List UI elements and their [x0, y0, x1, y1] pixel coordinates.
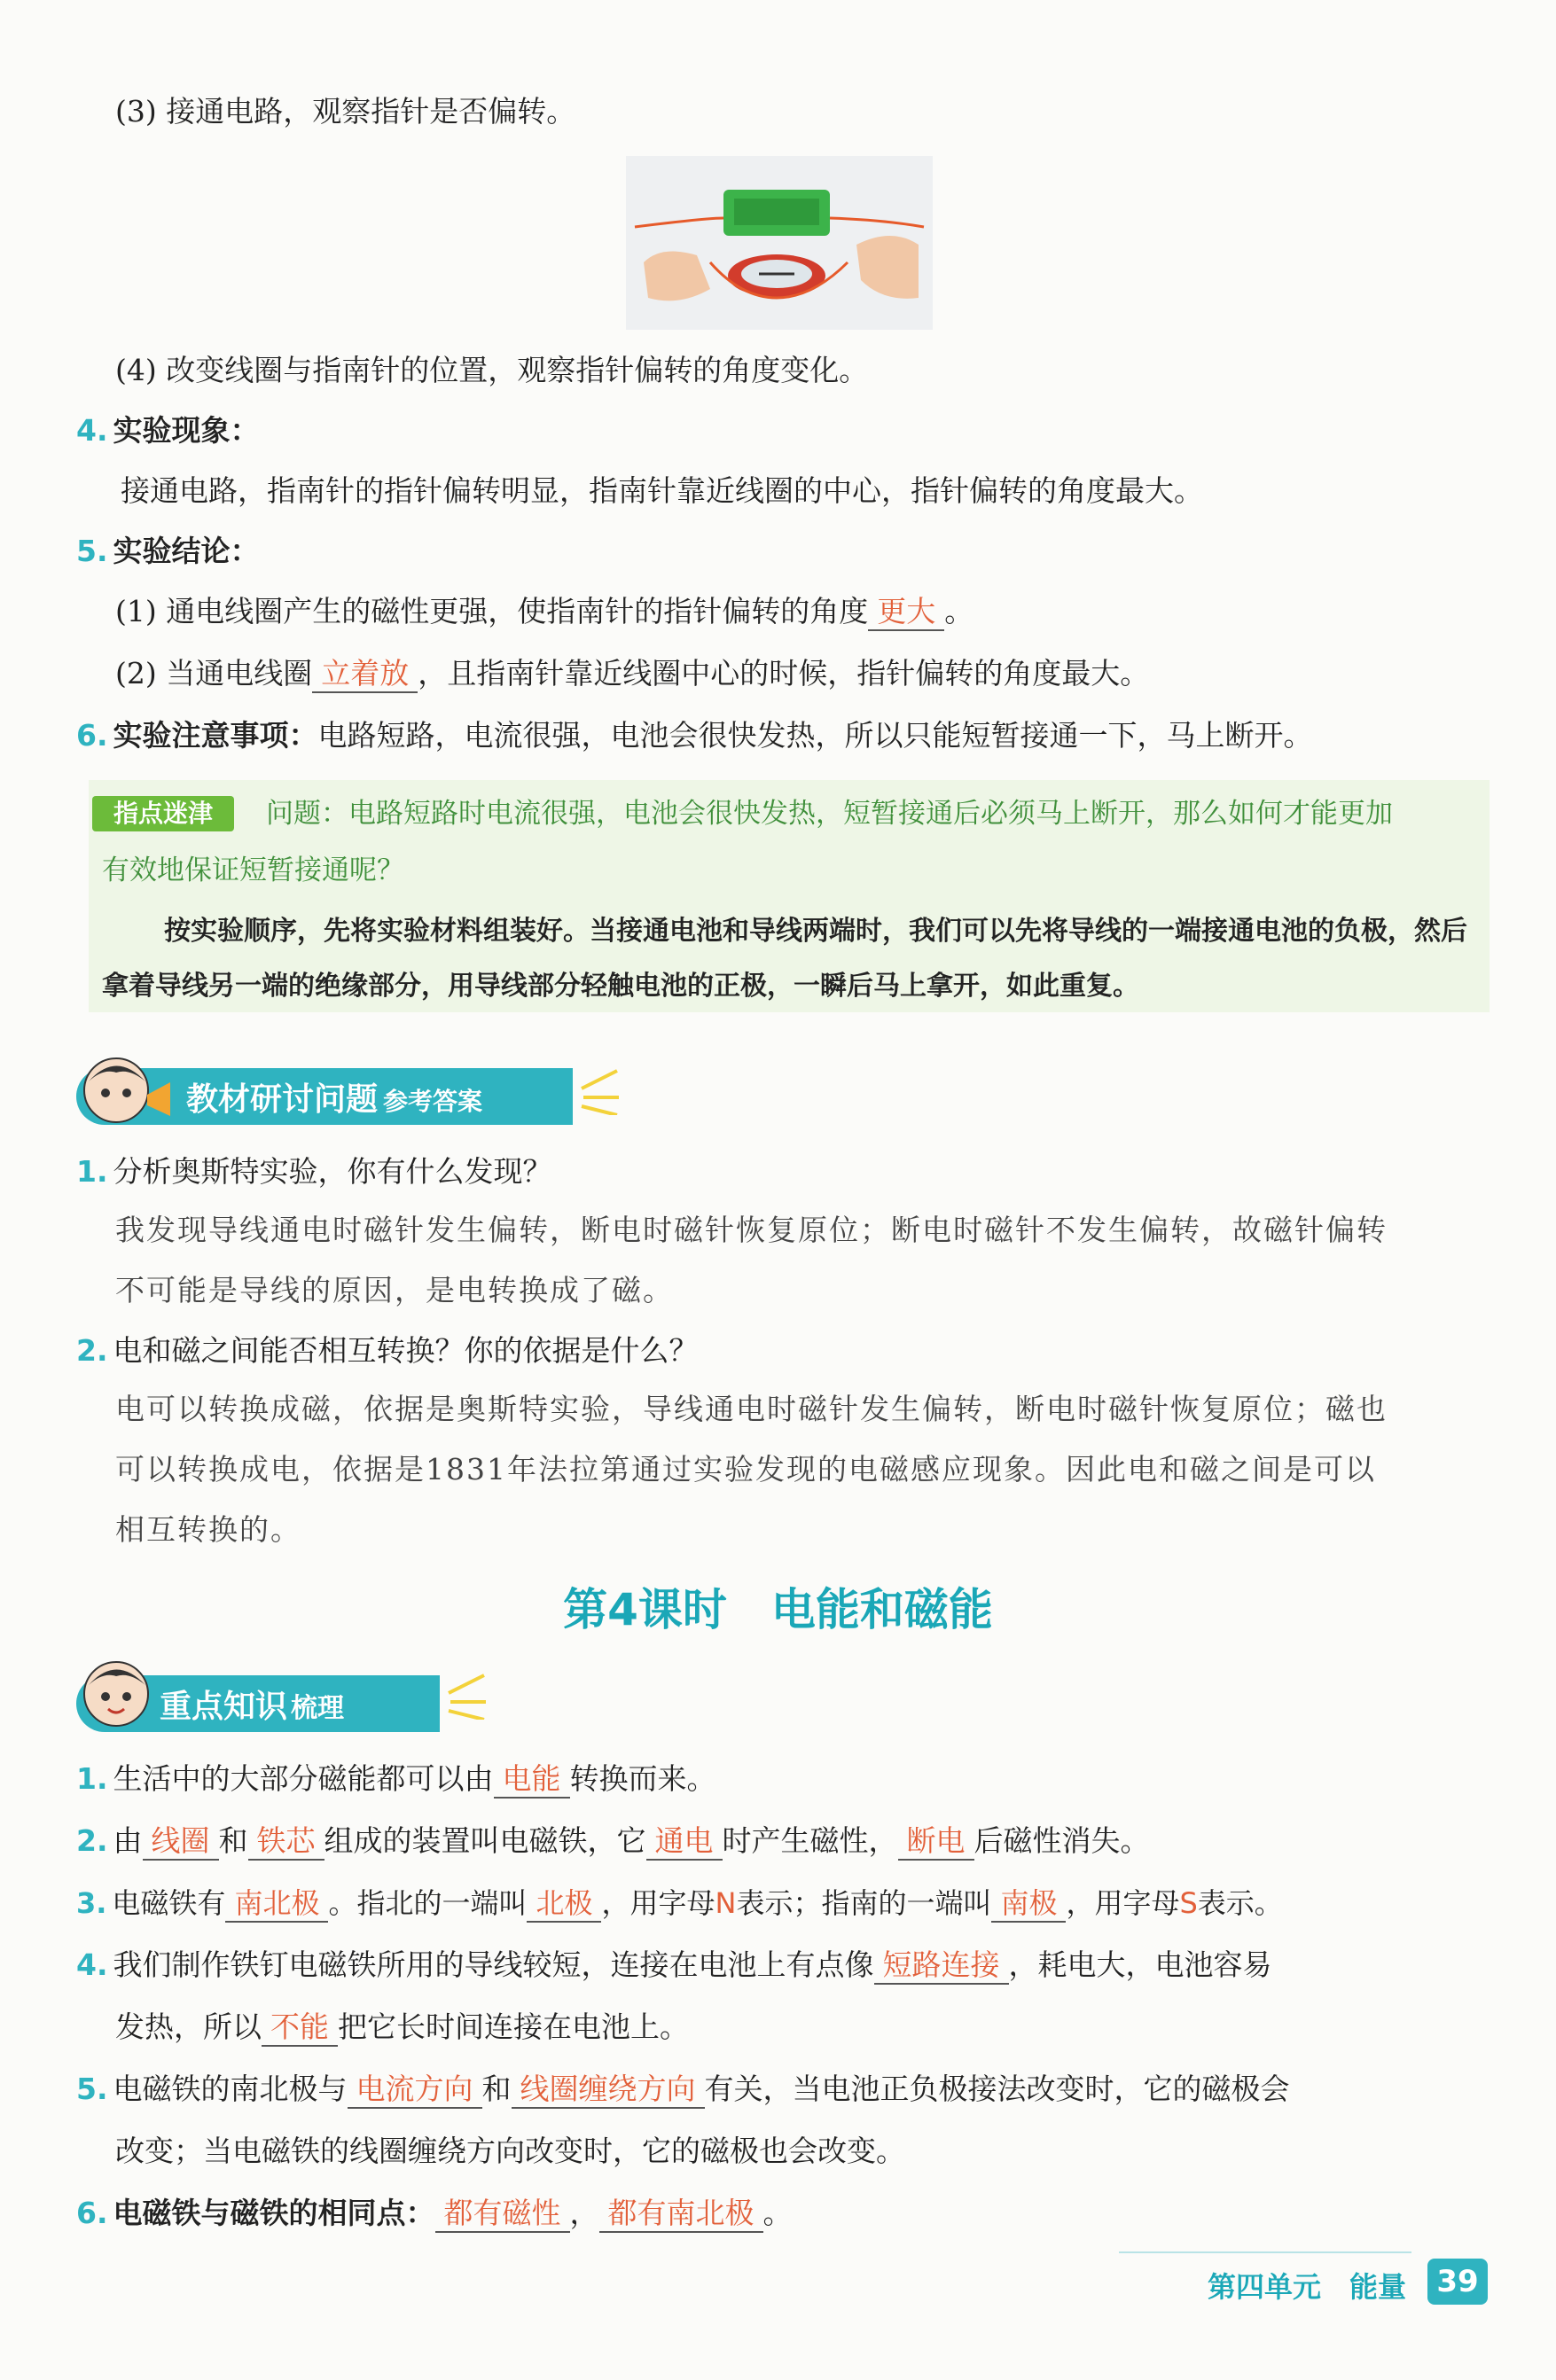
- footer-unit: 第四单元 能量: [1208, 2270, 1407, 2304]
- text: 我们制作铁钉电磁铁所用的导线较短，连接在电池上有点像: [113, 1947, 874, 1982]
- sparkle-icon: [440, 1666, 493, 1720]
- question-text: 电和磁之间能否相互转换？你的依据是什么？: [113, 1333, 699, 1368]
- text: (1) 通电线圈产生的磁性更强，使指南针的指针偏转的角度: [115, 594, 869, 628]
- mascot-icon: [76, 1654, 165, 1743]
- title-text: 教材研讨问题: [186, 1081, 379, 1118]
- text: 和: [218, 1823, 248, 1858]
- tip-question-1: 问题：电路短路时电流很强，电池会很快发热，短暂接通后必须马上断开，那么如何才能更加: [266, 798, 1393, 830]
- answer-letter: S: [1179, 1886, 1198, 1920]
- answer-2-line-2: 可以转换成电，依据是1831年法拉第通过实验发现的电磁感应现象。因此电和磁之间是可以: [115, 1452, 1376, 1487]
- knowledge-5: [76, 2070, 1485, 2109]
- text: 。: [762, 2196, 793, 2230]
- answer-letter: N: [715, 1886, 737, 1920]
- answer-2-line-3: 相互转换的。: [115, 1512, 301, 1547]
- text: ，耗电大，电池容易: [1008, 1947, 1272, 1982]
- question-1: [76, 1152, 1485, 1191]
- text: 。: [944, 594, 974, 628]
- title-text: 重点知识: [160, 1689, 288, 1725]
- answer-blank: 电流方向: [348, 2072, 482, 2109]
- item-number: 4.: [76, 413, 108, 448]
- item-number: 6.: [76, 2196, 108, 2230]
- item-number: 4.: [76, 1947, 108, 1982]
- answer-blank: 电能: [494, 1761, 570, 1799]
- answer-2-line-1: 电可以转换成磁，依据是奥斯特实验，导线通电时磁针发生偏转，断电时磁针恢复原位；磁也: [115, 1392, 1388, 1426]
- item-number: 6.: [76, 718, 108, 753]
- text: 发热，所以: [115, 2009, 262, 2044]
- subtitle-text: 梳理: [291, 1693, 345, 1724]
- answer-1-line-2: 不可能是导线的原因，是电转换成了磁。: [115, 1273, 674, 1307]
- text: 电磁铁有: [112, 1886, 226, 1920]
- footer-divider: [1119, 2251, 1411, 2253]
- tip-tag: 指点迷津: [92, 796, 234, 831]
- question-text: 分析奥斯特实验，你有什么发现？: [113, 1154, 552, 1189]
- notes-label: 实验注意事项：: [113, 718, 318, 753]
- lesson-title: 第4课时 电能和磁能: [563, 1584, 993, 1635]
- answer-blank: 都有南北极: [599, 2196, 763, 2233]
- item-number: 1.: [76, 1154, 108, 1189]
- text: 。指北的一端叫: [328, 1886, 528, 1920]
- knowledge-2: [76, 1822, 1485, 1861]
- phenomenon-text: 接通电路，指南针的指针偏转明显，指南针靠近线圈的中心，指针偏转的角度最大。: [121, 473, 1203, 508]
- conclusion-heading: [76, 532, 1485, 571]
- text: ，用字母: [1066, 1886, 1180, 1920]
- text: 组成的装置叫电磁铁，它: [324, 1823, 646, 1858]
- knowledge-4-cont: [115, 2008, 1485, 2047]
- mascot-megaphone-icon: [76, 1050, 174, 1139]
- text: 时产生磁性，: [722, 1823, 898, 1858]
- section2-title: [160, 1682, 344, 1727]
- answer-blank: 线圈: [143, 1823, 219, 1861]
- item-number: 2.: [76, 1823, 108, 1858]
- text: 后磁性消失。: [973, 1823, 1150, 1858]
- knowledge-1: [76, 1760, 1485, 1799]
- sparkle-icon: [573, 1062, 626, 1115]
- item-number: 1.: [76, 1761, 108, 1796]
- knowledge-5-cont: 改变；当电磁铁的线圈缠绕方向改变时，它的磁极也会改变。: [115, 2134, 905, 2168]
- conclusion-2: [115, 654, 1485, 693]
- tip-answer: 按实验顺序，先将实验材料组装好。当接通电池和导线两端时，我们可以先将导线的一端接通电池的负极，然后拿着导线另一端的绝缘部分，用导线部分轻触电池的正极，一瞬后马上拿开，如此重复。: [102, 916, 1467, 1002]
- section1-title: [186, 1074, 482, 1120]
- answer-blank: 北极: [527, 1885, 601, 1923]
- text: ，且指南针靠近线圈中心的时候，指针偏转的角度最大。: [418, 656, 1150, 691]
- page-number: 39: [1427, 2259, 1488, 2305]
- answer-blank: 短路连接: [874, 1947, 1009, 1985]
- answer-blank: 线圈缠绕方向: [512, 2072, 705, 2109]
- text: 转换而来。: [569, 1761, 716, 1796]
- phenomenon-heading: [76, 411, 1485, 450]
- experiment-photo: [626, 156, 933, 330]
- tip-question-2: 有效地保证短暂接通呢？: [102, 854, 404, 886]
- item-number: 5.: [76, 534, 108, 568]
- answer-blank: 更大: [868, 594, 944, 631]
- answer-blank: 铁芯: [248, 1823, 324, 1861]
- text: 有关，当电池正负极接法改变时，它的磁极会: [704, 2072, 1290, 2106]
- notes-line: [76, 716, 1485, 755]
- text: 电磁铁与磁铁的相同点：: [113, 2196, 435, 2230]
- question-2: [76, 1331, 1485, 1370]
- item-number: 2.: [76, 1333, 108, 1368]
- compass-coil-photo-icon: [626, 156, 933, 330]
- text: 把它长时间连接在电池上。: [338, 2009, 689, 2044]
- text: ，用字母: [601, 1886, 715, 1920]
- answer-blank: 都有磁性: [435, 2196, 570, 2233]
- answer-1-line-1: 我发现导线通电时磁针发生偏转，断电时磁针恢复原位；断电时磁针不发生偏转，故磁针偏转: [115, 1213, 1388, 1247]
- subtitle-text: 参考答案: [383, 1087, 483, 1116]
- text: 生活中的大部分磁能都可以由: [113, 1761, 494, 1796]
- step-4: (4) 改变线圈与指南针的位置，观察指针偏转的角度变化。: [115, 353, 869, 387]
- text: 和: [481, 2072, 512, 2106]
- answer-blank: 立着放: [312, 656, 418, 693]
- phenomenon-label: 实验现象：: [113, 413, 260, 448]
- answer-blank: 南北极: [225, 1885, 328, 1923]
- text: 由: [113, 1823, 143, 1858]
- item-number: 3.: [76, 1886, 107, 1920]
- conclusion-1: [115, 592, 1485, 631]
- conclusion-label: 实验结论：: [113, 534, 260, 568]
- text: 表示；指南的一端叫: [736, 1886, 992, 1920]
- text: ，: [569, 2196, 599, 2230]
- answer-blank: 南极: [991, 1885, 1066, 1923]
- answer-blank: 不能: [262, 2009, 338, 2047]
- item-number: 5.: [76, 2072, 108, 2106]
- knowledge-3: [76, 1884, 1485, 1923]
- text: 表示。: [1197, 1886, 1283, 1920]
- answer-blank: 断电: [898, 1823, 974, 1861]
- answer-blank: 通电: [646, 1823, 723, 1861]
- step-3: (3) 接通电路，观察指针是否偏转。: [115, 94, 576, 129]
- text: (2) 当通电线圈: [115, 656, 313, 691]
- knowledge-6: [76, 2194, 1485, 2233]
- text: 电磁铁的南北极与: [113, 2072, 348, 2106]
- knowledge-4: [76, 1946, 1485, 1985]
- notes-text: 电路短路，电流很强，电池会很快发热，所以只能短暂接通一下，马上断开。: [317, 718, 1313, 753]
